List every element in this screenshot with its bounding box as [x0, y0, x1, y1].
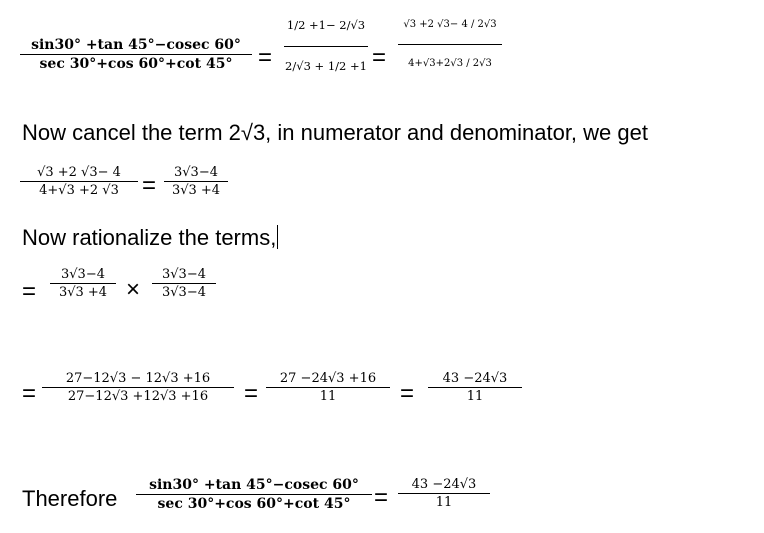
step1-rhs-numerator: √3 +2 √3− 4 / 2√3 [403, 19, 497, 30]
step1-rhs-fraction [398, 20, 502, 69]
final-lhs-fraction [136, 478, 372, 511]
step3-b-fraction [152, 268, 216, 299]
fraction-bar [20, 181, 138, 182]
step4-a-denominator: 27−12√3 +12√3 +16 [67, 389, 209, 404]
step4-a-numerator: 27−12√3 − 12√3 +16 [65, 371, 211, 386]
fraction-bar [152, 283, 216, 284]
fraction-bar [50, 283, 116, 284]
final-rhs-numerator: 43 −24√3 [411, 477, 477, 492]
step4-c-fraction [428, 372, 522, 403]
step2-b-denominator: 3√3 +4 [171, 183, 221, 198]
fraction-bar [398, 44, 502, 45]
final-rhs-fraction [398, 478, 490, 509]
step4-a-fraction [42, 372, 234, 403]
final-equals: = [374, 484, 389, 511]
step3-equals: = [22, 278, 37, 305]
step2-a-numerator: √3 +2 √3− 4 [37, 165, 121, 180]
step4-c-denominator: 11 [466, 389, 484, 404]
rationalize-text: Now rationalize the terms, [22, 225, 277, 250]
final-rhs-denominator: 11 [435, 495, 453, 510]
step3-a-denominator: 3√3 +4 [58, 285, 108, 300]
step2-b-fraction [164, 166, 228, 197]
step4-equals-3: = [400, 380, 415, 407]
step2-a-fraction [20, 166, 138, 197]
fraction-bar [284, 46, 368, 47]
step3-b-numerator: 3√3−4 [162, 267, 206, 282]
step1-middle-denominator: 2/√3 + 1/2 +1 [285, 58, 367, 73]
step2-b-numerator: 3√3−4 [174, 165, 218, 180]
step1-middle-numerator: 1/2 +1− 2/√3 [286, 18, 366, 32]
step1-rhs-denominator: 4+√3+2√3 / 2√3 [408, 58, 492, 69]
fraction-bar [266, 387, 390, 388]
rationalize-sentence [22, 225, 278, 251]
step3-a-numerator: 3√3−4 [61, 267, 105, 282]
step1-lhs-numerator: sin30° +tan 45°−cosec 60° [31, 37, 241, 53]
step1-lhs-fraction [20, 38, 252, 71]
times-sign: × [126, 276, 141, 303]
fraction-bar [20, 54, 252, 55]
step1-equals-2: = [372, 44, 387, 71]
fraction-bar [42, 387, 234, 388]
step4-equals-2: = [244, 380, 259, 407]
step4-equals-1: = [22, 380, 37, 407]
step2-equals: = [142, 172, 157, 199]
therefore-label: Therefore [22, 486, 118, 511]
step3-a-fraction [50, 268, 116, 299]
step4-b-denominator: 11 [319, 389, 337, 404]
step2-a-denominator: 4+√3 +2 √3 [39, 183, 119, 198]
step3-b-denominator: 3√3−4 [162, 285, 206, 300]
fraction-bar [428, 387, 522, 388]
cancel-sentence: Now cancel the term 2√3, in numerator and denominator, we get [22, 120, 648, 145]
step1-equals-1: = [258, 44, 273, 71]
step4-c-numerator: 43 −24√3 [442, 371, 508, 386]
step4-b-fraction [266, 372, 390, 403]
fraction-bar [136, 494, 372, 495]
step1-middle-fraction [284, 20, 368, 72]
fraction-bar [164, 181, 228, 182]
final-lhs-numerator: sin30° +tan 45°−cosec 60° [149, 477, 359, 493]
step1-lhs-denominator: sec 30°+cos 60°+cot 45° [39, 56, 233, 72]
step4-b-numerator: 27 −24√3 +16 [279, 371, 377, 386]
final-lhs-denominator: sec 30°+cos 60°+cot 45° [157, 496, 351, 512]
text-cursor [277, 225, 278, 249]
fraction-bar [398, 493, 490, 494]
